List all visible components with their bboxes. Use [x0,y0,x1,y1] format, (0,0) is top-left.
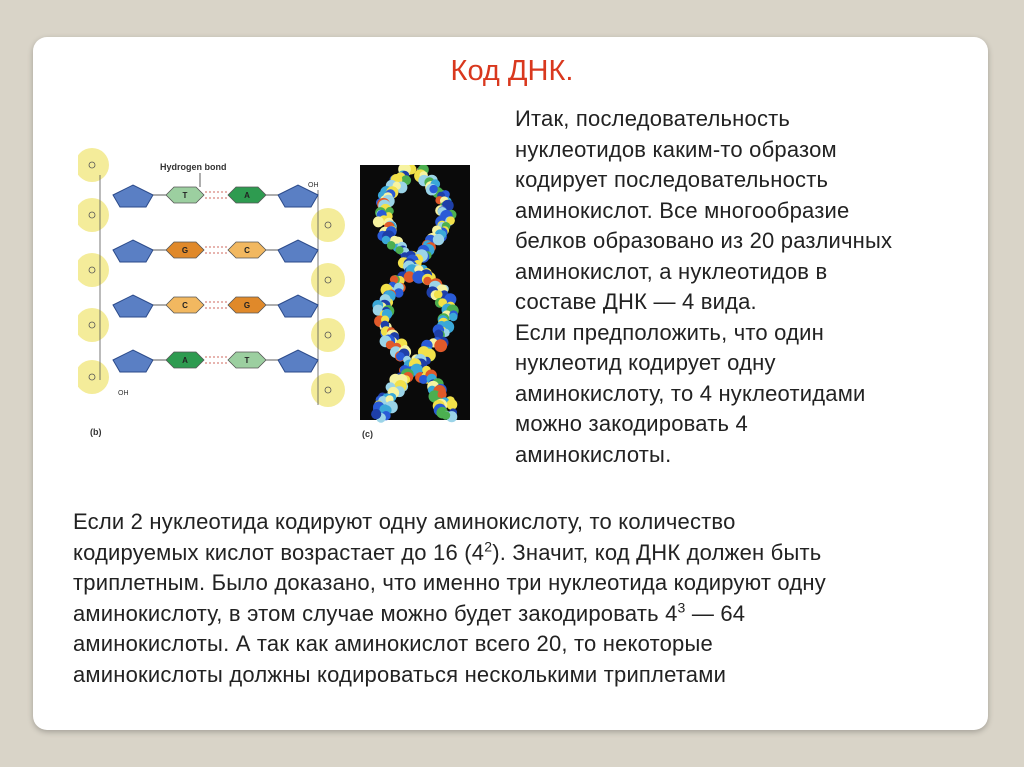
text-line: Если 2 нуклеотида кодируют одну аминокислоту, то количество [73,509,736,534]
dna-base-pairing-diagram [78,145,356,440]
text-line: триплетным. Было доказано, что именно три нуклеотида кодируют одну [73,570,826,595]
base-letter: C [182,301,188,310]
phosphate-circle [78,148,109,182]
base-letter: C [244,246,250,255]
helix-atom [429,185,437,193]
helix-atom [373,216,384,227]
helix-atom [433,234,444,245]
phosphate-circle [311,318,345,352]
oh-label-bottom: OH [118,390,129,397]
text-line: аминокислот. Все многообразие [515,197,850,223]
sugar-left [113,350,153,372]
base-letter: T [182,191,188,200]
text-line: аминокислоты. А так как аминокислот всего 20, то некоторые [73,631,713,656]
text-line: можно закодировать 4 [515,411,748,436]
text-line: аминокислоту, в этом случае можно будет закодировать $4^3$ — 64 [73,599,746,626]
helix-atom [434,290,443,299]
helix-atom [371,409,381,419]
intro-paragraph [515,104,965,470]
helix-atom [442,411,451,420]
sugar-right [278,350,318,372]
left-phosphate-groups [78,148,109,394]
sugar-right [278,295,318,317]
base-letter: T [244,356,250,365]
figure-b-label: (b) [90,427,102,437]
text-line: Итак, последовательность [515,106,791,131]
phosphate-circle [311,373,345,407]
conclusion-paragraph [73,507,953,690]
text-line: белков образовано из 20 различных [515,228,893,253]
text-line: аминокислоту, то 4 нуклеотидами [515,380,866,406]
text-line: нуклеотидов каким-то образом [515,136,837,162]
text-line: аминокислоты должны кодироваться несколькими триплетами [73,661,727,687]
helix-atom [396,246,404,254]
phosphate-circle [78,198,109,232]
phosphate-circle [78,308,109,342]
text-line: Если предположить, что один [515,319,824,345]
oh-label-top: OH [308,182,319,189]
sugar-right [278,240,318,262]
sugar-left [113,295,153,317]
text-line: аминокислоты. [515,441,672,467]
helix-atom [434,339,447,352]
text-line: нуклеотид кодирует одну [515,350,776,375]
text-line: кодирует последовательность [515,167,829,192]
helix-atom [449,313,457,321]
hydrogen-bond-label: Hydrogen bond [160,162,227,172]
slide-title: Код ДНК. [450,55,574,87]
sugar-left [113,185,153,207]
base-letter: G [243,301,251,310]
base-letter: A [244,191,250,200]
text-line: составе ДНК — 4 вида. [515,289,757,314]
helix-atom [387,241,396,250]
sugar-left [113,240,153,262]
phosphate-circle [78,360,109,394]
figure-c-label: (c) [362,429,373,439]
base-letter: G [181,246,189,255]
phosphate-circle [311,263,345,297]
base-letter: A [182,356,188,365]
text-line: аминокислот, а нуклеотидов в [515,258,828,284]
phosphate-circle [311,208,345,242]
phosphate-circle [78,253,109,287]
base-pairs [113,185,318,372]
text-line: кодируемых кислот возрастает до 16 $(4^2)$. Значит, код ДНК должен быть [73,538,822,565]
dna-helix-model [360,165,470,447]
helix-atom [447,399,458,410]
